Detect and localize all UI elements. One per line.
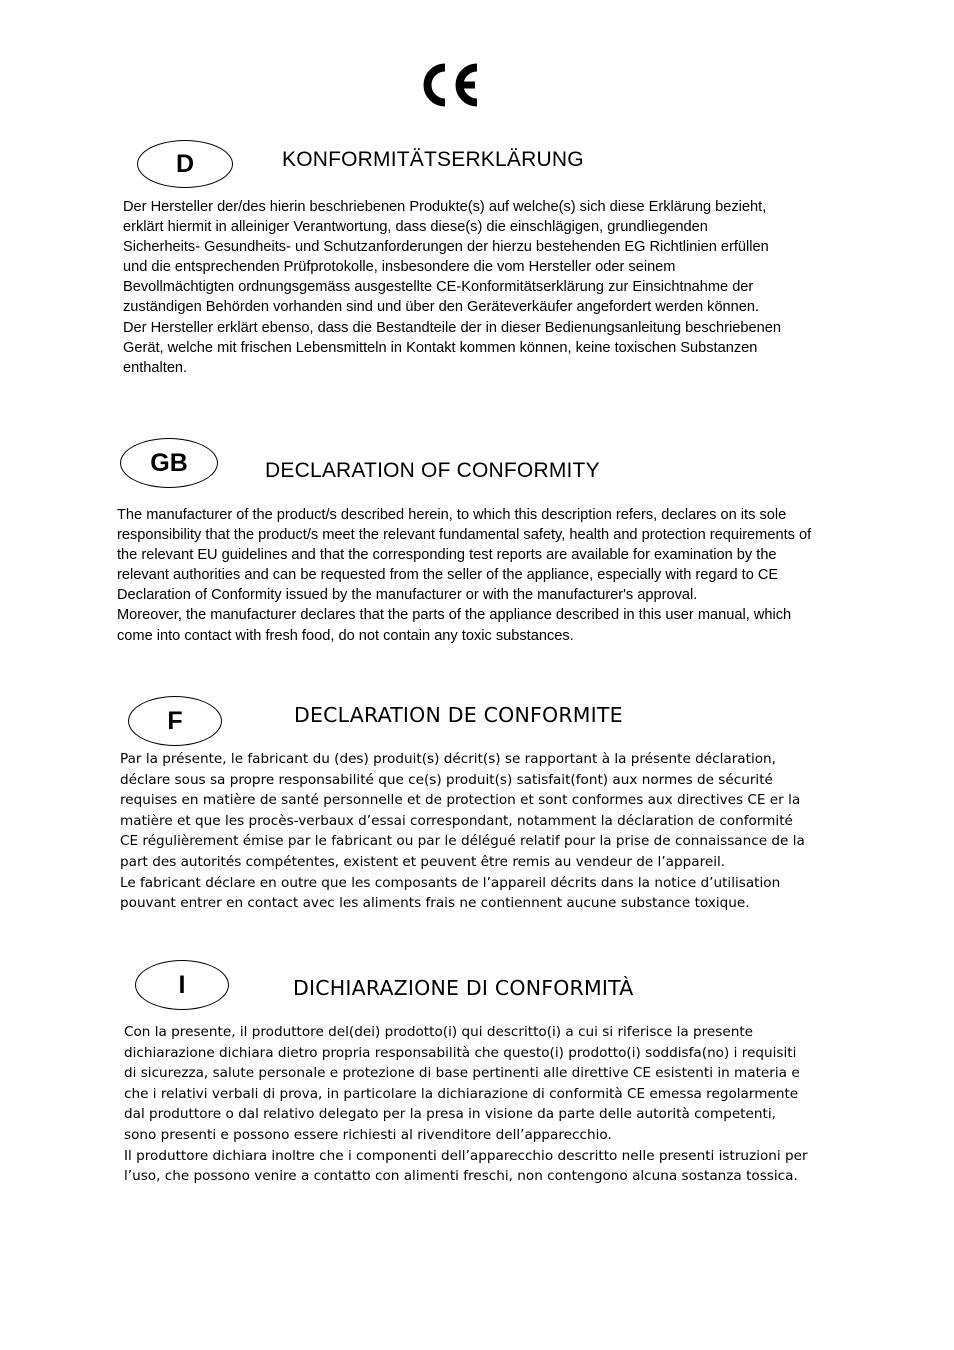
language-badge-it: I xyxy=(135,960,229,1010)
paragraph: Moreover, the manufacturer declares that the parts of the appliance described in this user manual, which come into contact with fresh food, do not contain any toxic substances. xyxy=(117,607,792,644)
section-body-fr xyxy=(120,749,812,914)
paragraph: Con la presente, il produttore del(dei) prodotto(i) qui descritto(i) a cui si riferisce la presente dichiarazione dichiara dietro propria responsabilità che questo(i) prodotto(i) soddisfa(no) i requisiti di sicurezza, salute personale e protezione di base pertinenti alle direttive CE esistenti in materia e che i relativi verbali di prova, in particolare la dichiarazione di conformità CE emessa regolarmente dal produttore o dal relativo delegato per la presa in visione da parte delle autorità competenti, sono presenti e possono essere richiesti al rivenditore dell’apparecchio. xyxy=(124,1024,800,1143)
language-badge-gb: GB xyxy=(120,438,218,488)
section-body-gb xyxy=(117,505,813,646)
section-heading-fr: DECLARATION DE CONFORMITE xyxy=(294,703,623,727)
section-heading-it: DICHIARAZIONE DI CONFORMITÀ xyxy=(293,976,634,1000)
section-body-de xyxy=(123,197,788,378)
language-badge-fr: F xyxy=(128,696,222,746)
ce-mark-icon xyxy=(419,62,481,108)
paragraph: Par la présente, le fabricant du (des) produit(s) décrit(s) se rapportant à la présente déclaration, déclare sous sa propre responsabilité que ce(s) produit(s) satisfait(font) aux normes de sécurité requises en matière de santé personnelle et de protection et sont conformes aux directives CE er la matière et que les procès-verbaux d’essai correspondant, notamment la déclaration de conformité CE régulièrement émise par le fabricant ou par le délégué relatif pour la prise de connaissance de la part des autorités compétentes, existent et peuvent être remis au vendeur de l’appareil. xyxy=(120,751,805,870)
paragraph: Le fabricant déclare en outre que les composants de l’appareil décrits dans la notice d’utilisation pouvant entrer en contact avec les aliments frais ne contiennent aucune substance toxique. xyxy=(120,874,781,912)
section-heading-de: KONFORMITÄTSERKLÄRUNG xyxy=(282,148,584,171)
paragraph: Il produttore dichiara inoltre che i componenti dell’apparecchio descritto nelle presenti istruzioni per l’uso, che possono venire a contatto con alimenti freschi, non contengono alcuna sostanza tossica. xyxy=(124,1147,808,1185)
section-body-it xyxy=(124,1022,808,1187)
paragraph: Der Hersteller der/des hierin beschriebenen Produkte(s) auf welche(s) sich diese Erklärung bezieht, erklärt hiermit in alleiniger Verantwortung, dass diese(s) die einschlägigen, grundliegenden Sicherheits- Gesundheits- und Schutzanforderungen der hierzu bestehenden EG Richtlinien erfüllen und die entsprechenden Prüfprotokolle, insbesondere die vom Hersteller oder seinem Bevollmächtigten ordnungsgemäss ausgestellte CE-Konformitätserklärung zur Einsichtnahme der zuständigen Behörden vorhanden sind und über den Geräteverkäufer angefordert werden können. xyxy=(123,199,769,316)
language-badge-de: D xyxy=(137,140,233,188)
section-heading-gb: DECLARATION OF CONFORMITY xyxy=(265,459,600,482)
paragraph: Der Hersteller erklärt ebenso, dass die Bestandteile der in dieser Bedienungsanleitung beschriebenen Gerät, welche mit frischen Lebensmitteln in Kontakt kommen können, keine toxischen Substanzen enthalten. xyxy=(123,319,781,376)
paragraph: The manufacturer of the product/s described herein, to which this description refers, declares on its sole responsibility that the product/s meet the relevant fundamental safety, health and protection requirements of the relevant EU guidelines and that the corresponding test reports are available for examination by the relevant authorities and can be requested from the seller of the appliance, especially with regard to CE Declaration of Conformity issued by the manufacturer or with the manufacturer's approval. xyxy=(117,507,812,604)
